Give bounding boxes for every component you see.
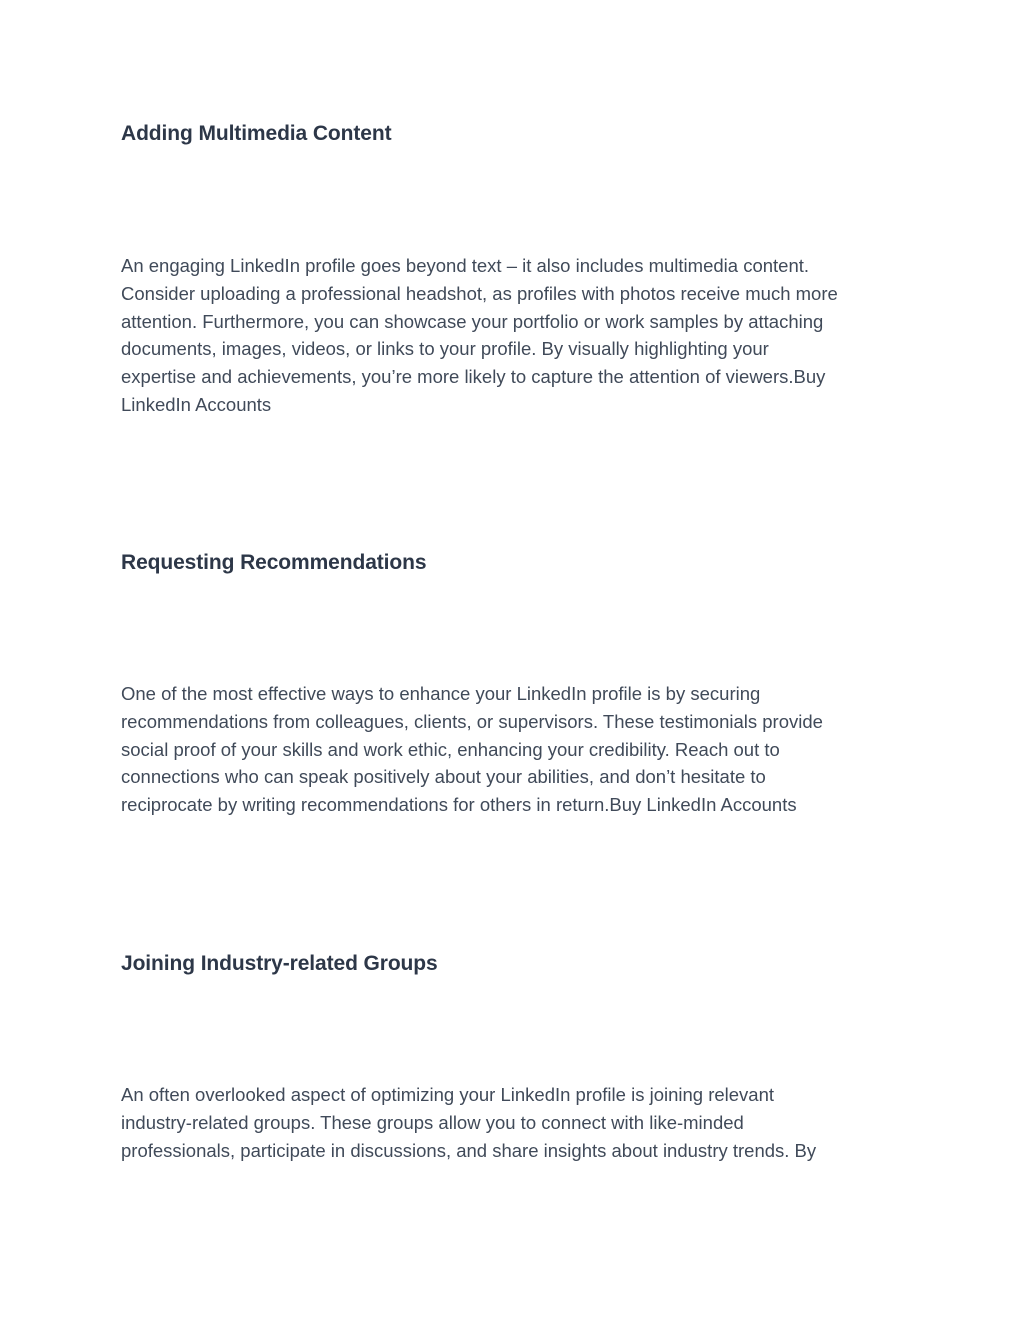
paragraph-line: An engaging LinkedIn profile goes beyond text – it also includes multimedia content. <box>121 255 810 276</box>
paragraph-line: attention. Furthermore, you can showcase your portfolio or work samples by attaching <box>121 310 824 332</box>
paragraph-line: documents, images, videos, or links to your profile. By visually highlighting your <box>121 338 769 360</box>
paragraph-line: LinkedIn Accounts <box>121 393 272 415</box>
paragraph-line: One of the most effective ways to enhance your LinkedIn profile is by securing <box>121 683 761 704</box>
paragraph-line: An often overlooked aspect of optimizing your LinkedIn profile is joining relevant <box>121 1084 775 1105</box>
section-paragraph-groups <box>121 1081 921 1164</box>
paragraph-line: reciprocate by writing recommendations for others in return.Buy LinkedIn Accounts <box>121 794 797 816</box>
section-paragraph-multimedia <box>121 252 921 419</box>
paragraph-line: social proof of your skills and work ethic, enhancing your credibility. Reach out to <box>121 738 780 760</box>
paragraph-line: professionals, participate in discussions, and share insights about industry trends. By <box>121 1139 817 1161</box>
paragraph-line: industry-related groups. These groups allow you to connect with like-minded <box>121 1111 744 1133</box>
section-heading-multimedia: Adding Multimedia Content <box>121 122 392 145</box>
section-paragraph-recommendations <box>121 680 921 819</box>
paragraph-line: recommendations from colleagues, clients, or supervisors. These testimonials provide <box>121 710 823 732</box>
paragraph-line: connections who can speak positively about your abilities, and don’t hesitate to <box>121 766 766 788</box>
paragraph-line: Consider uploading a professional headshot, as profiles with photos receive much more <box>121 282 838 304</box>
section-heading-groups: Joining Industry-related Groups <box>121 952 438 975</box>
section-heading-recommendations: Requesting Recommendations <box>121 551 427 574</box>
paragraph-line: expertise and achievements, you’re more likely to capture the attention of viewers.Buy <box>121 366 826 388</box>
